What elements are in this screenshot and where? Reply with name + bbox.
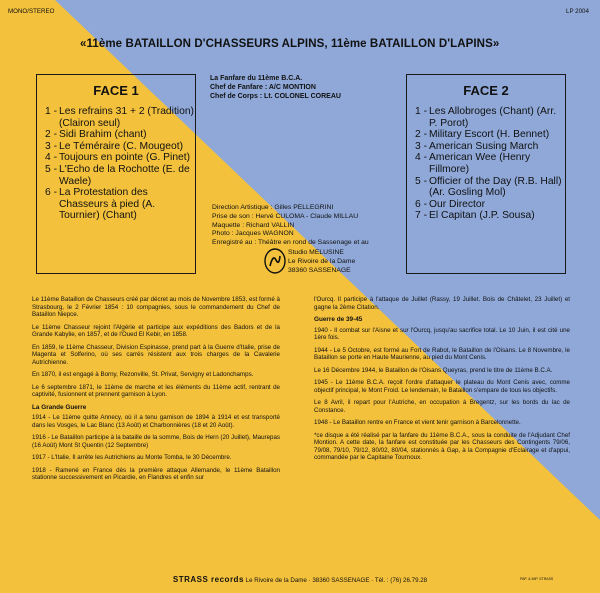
- history-paragraph: 1918 - Ramené en France dès la première attaque Allemande, le 11ème Bataillon stationne successivement en Picardie, en Flandres et enfin sur: [32, 466, 280, 481]
- track-number: 1 -: [415, 106, 428, 117]
- track-title: Officier of the Day (R.B. Hall) (Ar. Gosling Mol): [429, 175, 562, 199]
- production-credits: [212, 204, 369, 248]
- track-item: [45, 106, 195, 129]
- credits: [210, 74, 341, 101]
- credit-line: La Fanfare du 11ème B.C.A.: [210, 75, 303, 82]
- production-line: Maquette : Richard VALLIN: [212, 221, 295, 229]
- track-item: [45, 164, 195, 187]
- face-2-box: [406, 74, 566, 274]
- history-column-left: [32, 296, 280, 487]
- track-number: 5 -: [415, 175, 428, 187]
- history-paragraph: 1948 - Le Bataillon rentre en France et vient tenir garnison à Barcelonnette.: [314, 419, 521, 426]
- history-paragraph: Le 6 septembre 1871, le 11ème de marche et les éléments du 11ème actif, rentrant de captivité, fusionnent et prennent garnison à Lyon.: [32, 383, 280, 398]
- track-item: [415, 199, 565, 211]
- history-column-right: [314, 296, 570, 467]
- track-item: [415, 210, 565, 222]
- production-line: Direction Artistique : Gilles PELLEGRINI: [212, 204, 334, 211]
- history-paragraph: l'Ourcq. Il participe à l'attaque de Juillet (Rassy, 19 Juillet. Bois de Châtelet, 23 Juillet) et gagne la 2ème Citation.: [314, 296, 570, 311]
- section-heading: La Grande Guerre: [32, 403, 87, 411]
- history-paragraph: En 1870, il est engagé à Borny, Rezonville, St. Privat, Servigny et Ladonchamps.: [32, 371, 254, 378]
- section-heading: Guerre de 39-45: [314, 316, 363, 323]
- track-item: [415, 129, 565, 141]
- history-paragraph: 1917 - L'Italie. Il arrête les Autrichiens au Monte Tomba, le 30 Décembre.: [32, 454, 232, 461]
- studio-melusine-logo-icon: [264, 248, 286, 279]
- track-title: American Susing March: [429, 140, 539, 152]
- history-paragraph: 1945 - Le 11ème B.C.A. reçoit l'ordre d'attaquer le plateau du Mont Cenis avec, comme objectif principal, le Mont Froid. Le lendemain, le Bataillon s'empare de tous les objectifs.: [314, 379, 570, 394]
- track-item: [415, 106, 565, 129]
- face-2-tracklist: [415, 106, 565, 222]
- studio-line: 38360 SASSENAGE: [288, 266, 351, 274]
- face-1-title: FACE 1: [93, 83, 139, 98]
- history-paragraph: 1916 - Le Bataillon participe à la bataille de la somme, Bois de Hern (20 Juillet), Maurepas (16 Août) Mont St Quentin (12 Septembre): [32, 434, 280, 449]
- studio-line: Studio MELUSINE: [288, 249, 344, 256]
- track-title: Le Téméraire (C. Mougeot): [59, 140, 183, 152]
- label-address: Le Rivoire de la Dame · 38360 SASSENAGE · Tél. : (76) 26.79.28: [245, 577, 428, 584]
- history-paragraph: Le 11ème Bataillon de Chasseurs créé par décret au mois de Novembre 1853, est formé à Strasbourg, le 2 Février 1854 : 10 compagnies, sous le commandement du Chef de Bataillon Niepce.: [32, 296, 280, 318]
- production-line: Prise de son : Hervé CULOMA - Claude MILLAU: [212, 212, 359, 220]
- face-2-title: FACE 2: [463, 83, 509, 98]
- track-title: Our Director: [429, 198, 486, 210]
- track-number: 4 -: [415, 152, 428, 164]
- track-title: El Capitan (J.P. Sousa): [429, 210, 535, 222]
- face-1-box: [36, 74, 196, 274]
- track-number: 6 -: [415, 198, 428, 210]
- history-paragraph: 1914 - Le 11ème quitte Annecy, où il a tenu garnison de 1894 à 1914 et est transporté dans les Vosges, le Lac Blanc (13 Août) et Charbonnières (18 et 20 Août).: [32, 414, 280, 429]
- track-title: Les Allobroges (Chant) (Arr. P. Porot): [429, 106, 557, 129]
- face-1-tracklist: [45, 106, 195, 222]
- studio-line: Le Rivoire de la Dame: [288, 257, 356, 265]
- track-number: 3 -: [45, 140, 58, 152]
- track-title: L'Echo de la Rochotte (E. de Waele): [59, 163, 190, 187]
- history-paragraph: *ce disque a été réalisé par la fanfare du 11ème B.C.A., sous la conduite de l'Adjudant Chef Montion. A cette date, la fanfare est constituée par les Chasseurs des Contingents 79/06, 79/08, 79/10, 79/12, 80/02, 80/04, stationnés à Gap, à la Compagnie d'Eclairage et d'appui, commandée par le Capitaine Tournoux.: [314, 431, 570, 461]
- catalog-number: LP 2004: [566, 8, 589, 15]
- production-line: Enregistré au : Théâtre en rond de Sassenage et au: [212, 239, 369, 247]
- track-title: Sidi Brahim (chant): [59, 129, 147, 141]
- track-number: 4 -: [45, 152, 58, 164]
- track-title: American Wee (Henry Fillmore): [429, 152, 531, 175]
- track-item: [45, 152, 195, 164]
- studio-address: [288, 249, 355, 275]
- album-title: «11ème BATAILLON D'CHASSEURS ALPINS, 11ème BATAILLON D'LAPINS»: [80, 38, 500, 50]
- strass-records-logo: STRASS records: [172, 575, 244, 584]
- track-number: 5 -: [45, 163, 58, 175]
- track-number: 3 -: [415, 140, 428, 152]
- footer: [0, 575, 600, 584]
- history-paragraph: Le 11ème Chasseur rejoint l'Algérie et participe aux expéditions des Badors et de la Grande Kabylie, en 1857, et de l'Oued El Kebir, en 1858.: [32, 323, 280, 338]
- history-paragraph: En 1859, le 11ème Chasseur, Division Espinasse, prend part à la Guerre d'Italie, prise de Magenta et Solferino, où ses carrés résistent aux trois charges de la Cavalerie Autrichienne.: [32, 343, 280, 366]
- track-item: [415, 141, 565, 153]
- track-title: Military Escort (H. Bennet): [429, 129, 550, 141]
- track-title: Les refrains 31 + 2 (Tradition) (Clairon seul): [59, 106, 194, 129]
- track-title: La Protestation des Chasseurs à pied (A. Tournier) (Chant): [59, 187, 156, 222]
- history-paragraph: 1940 - Il combat sur l'Aisne et sur l'Ourcq, jusqu'au sacrifice total. Le 10 Juin, il est cité une 1ère fois.: [314, 326, 570, 341]
- track-item: [45, 187, 195, 222]
- credit-line: Chef de Corps : Lt. COLONEL COREAU: [210, 93, 341, 100]
- track-number: 6 -: [45, 187, 58, 199]
- track-item: [415, 152, 565, 175]
- credit-line: Chef de Fanfare : A/C MONTION: [210, 84, 316, 91]
- history-paragraph: 1944 - Le 5 Octobre, est formé au Fort de Rabot, le Bataillon de l'Oisans. Le 8 Novembre, le Bataillon se porte en Haute Maurienne, au pied du Mont Cenis.: [314, 346, 570, 361]
- production-line: Photo : Jacques WAGNON: [212, 230, 294, 238]
- track-number: 2 -: [415, 129, 428, 141]
- track-number: 2 -: [45, 129, 58, 141]
- track-title: Toujours en pointe (G. Pinet): [59, 152, 191, 164]
- history-paragraph: Le 8 Avril, il repart pour l'Autriche, en occupation à Bregentz, sur les bords du lac de Constance.: [314, 399, 570, 414]
- track-number: 1 -: [45, 106, 58, 117]
- track-item: [45, 129, 195, 141]
- track-item: [45, 141, 195, 153]
- printer-fine-print: PAP. & IMP. STRASS: [520, 577, 554, 581]
- mono-stereo-label: MONO/STEREO: [8, 8, 55, 15]
- track-item: [415, 176, 565, 199]
- track-number: 7 -: [415, 210, 428, 222]
- history-paragraph: Le 16 Décembre 1944, le Bataillon de l'Oisans Queyras, prend le titre de 11ème B.C.A.: [314, 366, 553, 374]
